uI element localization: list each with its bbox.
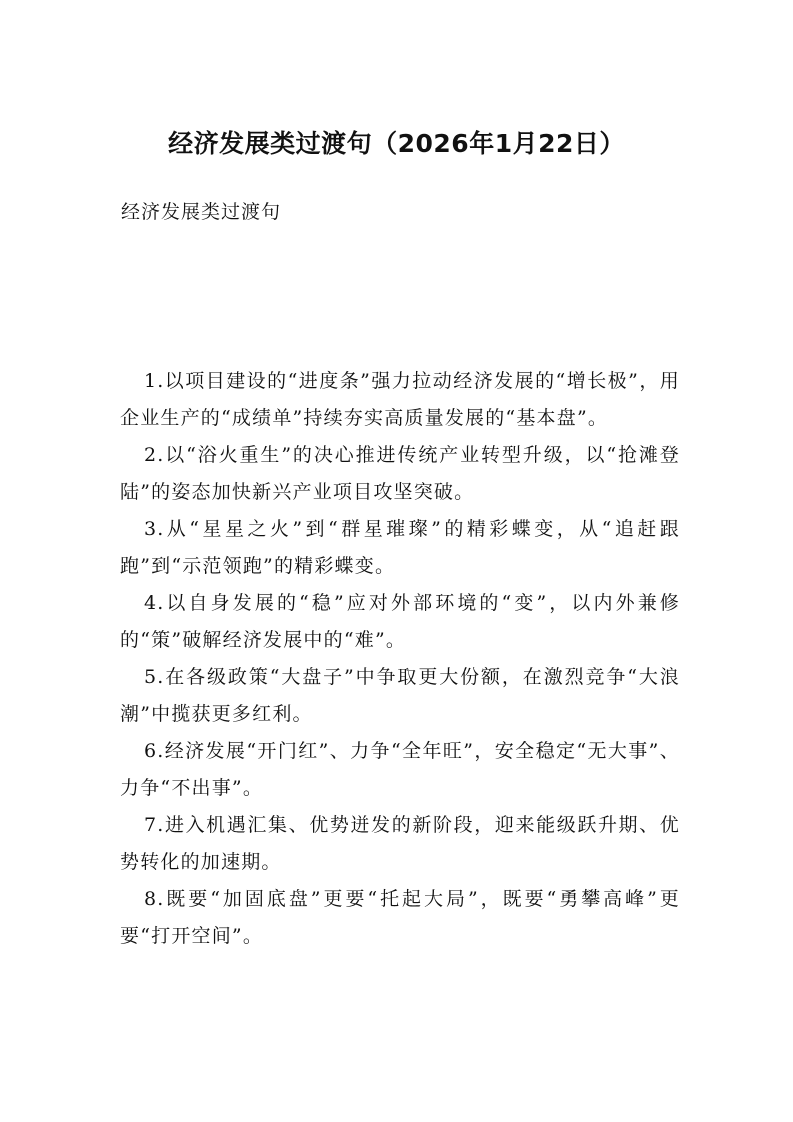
document-title: 经济发展类过渡句（2026年1月22日） [168, 129, 625, 158]
list-item: 7.进入机遇汇集、优势迸发的新阶段，迎来能级跃升期、优势转化的加速期。 [120, 814, 680, 873]
list-item: 3.从“星星之火”到“群星璀璨”的精彩蝶变，从“追赶跟跑”到“示范领跑”的精彩蝶变。 [120, 518, 680, 577]
document-subtitle: 经济发展类过渡句 [121, 201, 282, 223]
list-item: 2.以“浴火重生”的决心推进传统产业转型升级，以“抢滩登陆”的姿态加快新兴产业项目攻坚突破。 [120, 444, 680, 503]
list-item: 5.在各级政策“大盘子”中争取更大份额，在激烈竞争“大浪潮”中揽获更多红利。 [120, 666, 680, 725]
sentence-list [120, 363, 680, 955]
list-item: 8.既要“加固底盘”更要“托起大局”，既要“勇攀高峰”更要“打开空间”。 [120, 888, 680, 947]
list-item: 1.以项目建设的“进度条”强力拉动经济发展的“增长极”，用企业生产的“成绩单”持续夯实高质量发展的“基本盘”。 [120, 370, 680, 429]
list-item: 6.经济发展“开门红”、力争“全年旺”，安全稳定“无大事”、力争“不出事”。 [120, 740, 680, 799]
list-item: 4.以自身发展的“稳”应对外部环境的“变”，以内外兼修的“策”破解经济发展中的“难”。 [120, 592, 680, 651]
